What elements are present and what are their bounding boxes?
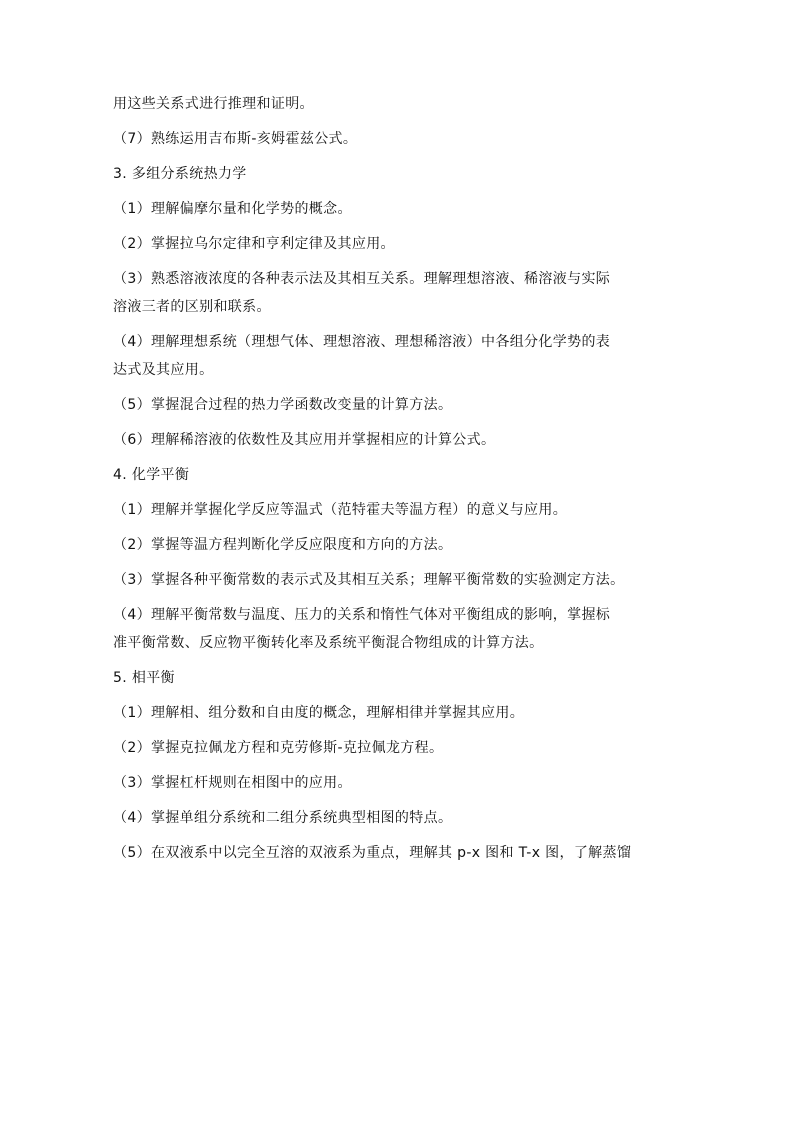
text-line: （1）理解并掌握化学反应等温式（范特霍夫等温方程）的意义与应用。 <box>113 502 568 518</box>
section-heading <box>113 465 680 485</box>
list-item <box>113 703 680 723</box>
text-line: （7）熟练运用吉布斯-亥姆霍兹公式。 <box>113 131 358 147</box>
list-item <box>113 430 680 450</box>
text-line: 用这些关系式进行推理和证明。 <box>113 96 314 112</box>
text-line: （5）掌握混合过程的热力学函数改变量的计算方法。 <box>113 397 453 413</box>
list-item <box>113 129 680 149</box>
list-item <box>113 535 680 555</box>
text-line: 达式及其应用。 <box>113 362 214 378</box>
text-line: 准平衡常数、反应物平衡转化率及系统平衡混合物组成的计算方法。 <box>113 635 544 651</box>
document-page <box>113 94 680 878</box>
heading-text: 3. 多组分系统热力学 <box>113 166 247 182</box>
list-item <box>113 570 680 590</box>
text-line: （1）理解偏摩尔量和化学势的概念。 <box>113 201 352 217</box>
text-line: （3）掌握各种平衡常数的表示式及其相互关系；理解平衡常数的实验测定方法。 <box>113 572 625 588</box>
text-line: （4）理解理想系统（理想气体、理想溶液、理想稀溶液）中各组分化学势的表 <box>113 334 611 350</box>
text-line: （3）熟悉溶液浓度的各种表示法及其相互关系。理解理想溶液、稀溶液与实际 <box>113 271 611 287</box>
text-line: （1）理解相、组分数和自由度的概念，理解相律并掌握其应用。 <box>113 705 525 721</box>
list-item <box>113 395 680 415</box>
paragraph-continuation <box>113 94 680 114</box>
section-heading <box>113 668 680 688</box>
text-line: （4）理解平衡常数与温度、压力的关系和惰性气体对平衡组成的影响，掌握标 <box>113 607 611 623</box>
text-line: （3）掌握杠杆规则在相图中的应用。 <box>113 775 352 791</box>
heading-text: 5. 相平衡 <box>113 670 175 686</box>
text-line: （2）掌握克拉佩龙方程和克劳修斯-克拉佩龙方程。 <box>113 740 444 756</box>
list-item <box>113 605 680 653</box>
list-item <box>113 500 680 520</box>
list-item <box>113 234 680 254</box>
list-item <box>113 738 680 758</box>
text-line: （2）掌握等温方程判断化学反应限度和方向的方法。 <box>113 537 453 553</box>
heading-text: 4. 化学平衡 <box>113 467 190 483</box>
list-item <box>113 808 680 828</box>
list-item <box>113 332 680 380</box>
list-item <box>113 843 680 863</box>
text-line: （4）掌握单组分系统和二组分系统典型相图的特点。 <box>113 810 453 826</box>
list-item <box>113 199 680 219</box>
list-item <box>113 269 680 317</box>
text-line: （5）在双液系中以完全互溶的双液系为重点，理解其 p-x 图和 T-x 图，了解蒸馏 <box>113 845 632 861</box>
text-line: （6）理解稀溶液的依数性及其应用并掌握相应的计算公式。 <box>113 432 496 448</box>
section-heading <box>113 164 680 184</box>
text-line: 溶液三者的区别和联系。 <box>113 299 271 315</box>
text-line: （2）掌握拉乌尔定律和亨利定律及其应用。 <box>113 236 395 252</box>
list-item <box>113 773 680 793</box>
